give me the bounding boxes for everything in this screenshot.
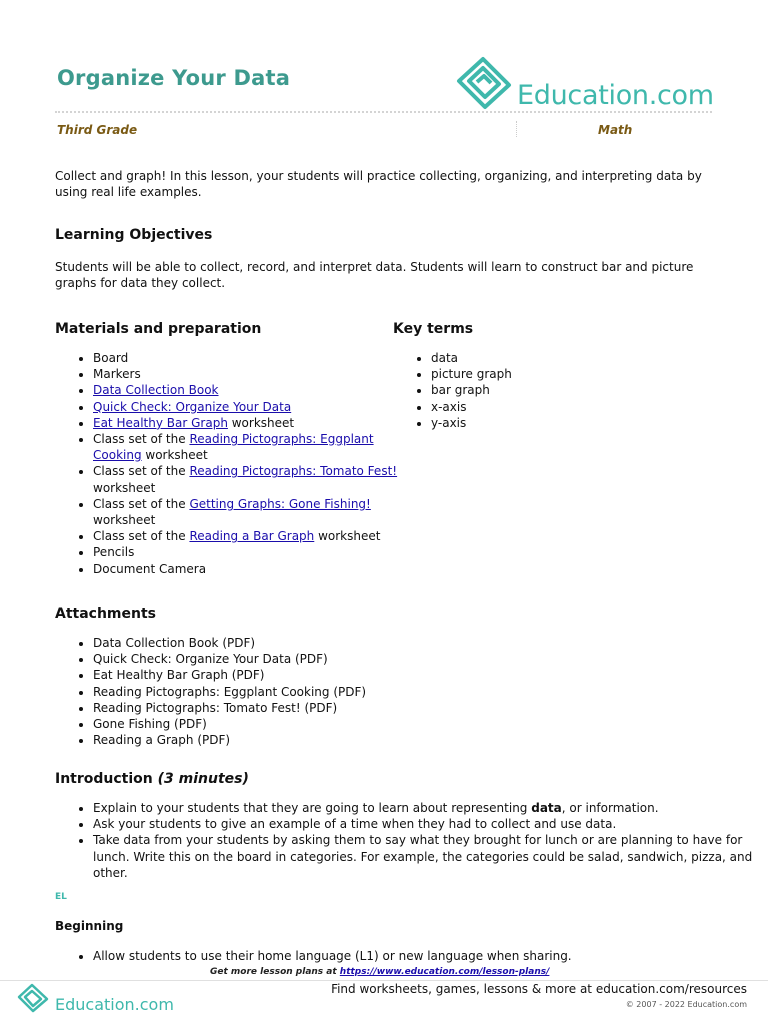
materials-item-prefix: Class set of the — [93, 464, 190, 479]
footer-divider — [0, 980, 768, 981]
materials-item-link[interactable]: Data Collection Book — [93, 383, 219, 398]
materials-item-text: Board — [93, 351, 129, 365]
grade-label: Third Grade — [57, 123, 138, 137]
key-term-item: • x-axis — [431, 399, 731, 415]
attachment-item[interactable]: • Gone Fishing (PDF) — [93, 716, 768, 732]
introduction-list — [55, 800, 768, 881]
introduction-item-text: Explain to your students that they are going to learn about representing — [93, 801, 532, 815]
attachment-item[interactable]: • Reading Pictographs: Tomato Fest! (PDF) — [93, 700, 768, 716]
materials-item[interactable] — [93, 399, 413, 415]
materials-item-link[interactable]: Reading Pictographs: Eggplant Cooking — [93, 432, 374, 463]
attachment-item[interactable]: • Quick Check: Organize Your Data (PDF) — [93, 651, 768, 667]
materials-item[interactable] — [93, 431, 413, 463]
materials-item — [93, 561, 413, 577]
introduction-item-text: Take data from your students by asking them to say what they brought for lunch or are planning to have for lunch. Write this on the board in categories. For example, the categories could be salad, sandwich, pizza, and other. — [93, 833, 753, 880]
key-term-item: • bar graph — [431, 382, 731, 398]
materials-item-suffix: worksheet — [93, 513, 156, 528]
meta-separator — [516, 121, 517, 137]
introduction-heading-text: Introduction — [55, 771, 153, 787]
introduction-duration: (3 minutes) — [157, 771, 249, 787]
key-term-item: • data — [431, 350, 731, 366]
materials-item-suffix: worksheet — [314, 529, 381, 544]
footer-resources: Find worksheets, games, lessons & more at education.com/resources — [331, 982, 747, 996]
objectives-heading: Learning Objectives — [55, 227, 213, 243]
title-divider — [55, 111, 712, 113]
materials-item[interactable] — [93, 382, 413, 398]
lesson-summary: Collect and graph! In this lesson, your students will practice collecting, organizing, and interpreting data by using real life examples. — [55, 169, 702, 199]
education-logo-text[interactable]: Education.com — [517, 80, 714, 111]
materials-item[interactable] — [93, 415, 413, 431]
materials-item-link[interactable]: Getting Graphs: Gone Fishing! — [189, 496, 371, 511]
footer-promo-text: Get more lesson plans at — [210, 967, 340, 977]
materials-item-suffix: worksheet — [227, 415, 295, 430]
attachment-item[interactable]: • Data Collection Book (PDF) — [93, 635, 768, 651]
el-item: • Allow students to use their home language (L1) or new language when sharing. — [93, 948, 768, 964]
key-terms-list — [393, 350, 731, 431]
materials-item — [93, 366, 413, 382]
materials-item-prefix: Class set of the — [93, 432, 190, 447]
materials-item-text: Document Camera — [93, 561, 207, 576]
attachments-heading: Attachments — [55, 606, 157, 622]
introduction-item-suffix: , or information. — [561, 801, 659, 815]
attachment-item[interactable]: • Reading Pictographs: Eggplant Cooking (PDF) — [93, 684, 768, 700]
footer-logo-text[interactable]: Education.com — [55, 995, 174, 1014]
footer-promo-link[interactable]: https://www.education.com/lesson-plans/ — [339, 967, 550, 977]
introduction-item-bold: data — [531, 801, 562, 815]
attachments-list — [55, 635, 768, 748]
key-term-item: • picture graph — [431, 366, 731, 382]
materials-list — [55, 350, 413, 577]
footer-promo — [210, 967, 549, 977]
materials-item-link[interactable]: Quick Check: Organize Your Data — [93, 399, 292, 414]
materials-item-text: Markers — [93, 367, 141, 382]
materials-item-prefix: Class set of the — [93, 496, 190, 511]
materials-item[interactable] — [93, 496, 413, 528]
attachment-item[interactable]: • Eat Healthy Bar Graph (PDF) — [93, 667, 768, 683]
materials-item-link[interactable]: Eat Healthy Bar Graph — [93, 415, 228, 430]
introduction-item — [93, 800, 768, 816]
introduction-item — [93, 832, 768, 881]
introduction-item — [93, 816, 768, 832]
introduction-heading — [55, 771, 249, 787]
materials-item-suffix: worksheet — [93, 480, 156, 495]
materials-item[interactable] — [93, 528, 413, 544]
footer-copyright: © 2007 - 2022 Education.com — [625, 1000, 747, 1009]
materials-item-link[interactable]: Reading Pictographs: Tomato Fest! — [189, 464, 398, 479]
materials-item-text: Pencils — [93, 545, 135, 560]
materials-item-prefix: Class set of the — [93, 529, 190, 544]
objectives-text: Students will be able to collect, record, and interpret data. Students will learn to construct bar and picture graphs for data they collect. — [55, 260, 694, 290]
introduction-item-text: Ask your students to give an example of a time when they had to collect and use data. — [93, 817, 617, 832]
el-level-heading: Beginning — [55, 919, 124, 933]
el-tag: EL — [55, 892, 67, 902]
materials-item — [93, 544, 413, 560]
materials-heading: Materials and preparation — [55, 321, 262, 337]
attachment-item[interactable]: • Reading a Graph (PDF) — [93, 732, 768, 748]
page-title: Organize Your Data — [57, 66, 291, 90]
subject-label: Math — [598, 123, 633, 137]
el-list — [55, 948, 768, 964]
key-term-item: • y-axis — [431, 415, 731, 431]
materials-item — [93, 350, 413, 366]
materials-item-suffix: worksheet — [141, 448, 208, 463]
materials-item[interactable] — [93, 463, 413, 495]
materials-item-link[interactable]: Reading a Bar Graph — [189, 529, 315, 544]
key-terms-heading: Key terms — [393, 321, 474, 337]
